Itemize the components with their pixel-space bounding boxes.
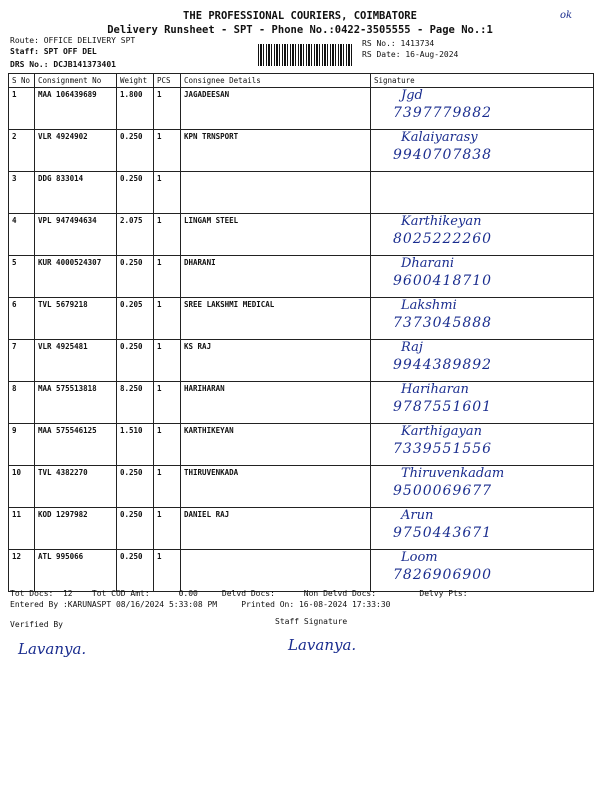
table-row (9, 256, 594, 298)
staff-label: Staff: SPT OFF DEL (10, 47, 97, 56)
consignment-cell: DDG 833014 (35, 172, 117, 214)
signature-phone: 9940707838 (393, 147, 493, 163)
verified-signature: Lavanya. (18, 640, 87, 658)
pcs-cell: 1 (154, 298, 181, 340)
sno-cell: 3 (9, 172, 35, 214)
table-row (9, 550, 594, 592)
weight-cell: 0.250 (117, 256, 154, 298)
sno-cell: 2 (9, 130, 35, 172)
weight-cell: 0.250 (117, 466, 154, 508)
consignee-cell: DANIEL RAJ (181, 508, 371, 550)
runsheet-subtitle: Delivery Runsheet - SPT - Phone No.:0422-3505555 - Page No.:1 (107, 24, 493, 36)
corner-mark: ok (560, 10, 573, 21)
signature-phone: 9500069677 (393, 483, 493, 499)
consignment-cell: VLR 4925481 (35, 340, 117, 382)
weight-cell: 0.250 (117, 508, 154, 550)
table-row (9, 172, 594, 214)
consignment-cell: ATL 995066 (35, 550, 117, 592)
rs-number: RS No.: 1413734 (362, 39, 435, 48)
sno-cell: 11 (9, 508, 35, 550)
sno-cell: 1 (9, 88, 35, 130)
consignee-cell: SREE LAKSHMI MEDICAL (181, 298, 371, 340)
signature-cell (371, 172, 594, 214)
signature-phone: 7339551556 (393, 441, 493, 457)
signature-name: Lakshmi (401, 298, 457, 313)
weight-cell: 8.250 (117, 382, 154, 424)
consignee-cell: KARTHIKEYAN (181, 424, 371, 466)
table-row (9, 130, 594, 172)
table-row (9, 382, 594, 424)
table-row (9, 424, 594, 466)
staff-signature-label: Staff Signature (275, 617, 348, 626)
consignment-cell: TVL 4382270 (35, 466, 117, 508)
consignment-cell: MAA 106439689 (35, 88, 117, 130)
signature-phone: 7826906900 (393, 567, 493, 583)
consignment-cell: KUR 4000524307 (35, 256, 117, 298)
sno-cell: 8 (9, 382, 35, 424)
col-signature: Signature (371, 74, 594, 88)
signature-phone: 7397779882 (393, 105, 493, 121)
consignee-cell: DHARANI (181, 256, 371, 298)
col-weight: Weight (117, 74, 154, 88)
weight-cell: 0.250 (117, 340, 154, 382)
signature-cell (371, 424, 594, 466)
consignment-cell: MAA 575546125 (35, 424, 117, 466)
consignment-cell: VPL 947494634 (35, 214, 117, 256)
signature-cell (371, 466, 594, 508)
table-row (9, 340, 594, 382)
footer-totals: Tot Docs: 12 Tot COD Amt: 0.00 Delvd Docs: Non Delvd Docs: Delvy Pts: (10, 589, 468, 598)
signature-cell (371, 214, 594, 256)
route-label: Route: OFFICE DELIVERY SPT (10, 36, 136, 45)
signature-cell (371, 256, 594, 298)
col-sno: S No (9, 74, 35, 88)
pcs-cell: 1 (154, 340, 181, 382)
col-consignment: Consignment No (35, 74, 117, 88)
signature-phone: 9787551601 (393, 399, 493, 415)
signature-name: Thiruvenkadam (401, 466, 505, 481)
signature-name: Dharani (401, 256, 455, 271)
drs-number: DRS No.: DCJB141373401 (10, 60, 116, 69)
signature-phone: 7373045888 (393, 315, 493, 331)
company-title: THE PROFESSIONAL COURIERS, COIMBATORE (183, 10, 417, 22)
signature-phone: 9750443671 (393, 525, 493, 541)
consignment-cell: TVL 5679218 (35, 298, 117, 340)
pcs-cell: 1 (154, 550, 181, 592)
signature-phone: 9600418710 (393, 273, 493, 289)
pcs-cell: 1 (154, 88, 181, 130)
pcs-cell: 1 (154, 382, 181, 424)
consignment-cell: KOD 1297982 (35, 508, 117, 550)
signature-phone: 9944389892 (393, 357, 493, 373)
sno-cell: 12 (9, 550, 35, 592)
consignment-cell: VLR 4924902 (35, 130, 117, 172)
sno-cell: 10 (9, 466, 35, 508)
table-row (9, 466, 594, 508)
col-consignee: Consignee Details (181, 74, 371, 88)
signature-name: Karthikeyan (401, 214, 482, 229)
signature-cell (371, 340, 594, 382)
weight-cell: 2.075 (117, 214, 154, 256)
consignee-cell (181, 172, 371, 214)
staff-signature: Lavanya. (288, 636, 357, 654)
pcs-cell: 1 (154, 256, 181, 298)
sno-cell: 6 (9, 298, 35, 340)
pcs-cell: 1 (154, 172, 181, 214)
weight-cell: 0.250 (117, 130, 154, 172)
runsheet-table (8, 73, 594, 592)
signature-cell (371, 382, 594, 424)
sno-cell: 7 (9, 340, 35, 382)
signature-cell (371, 298, 594, 340)
signature-name: Karthigayan (401, 424, 482, 439)
weight-cell: 0.250 (117, 550, 154, 592)
consignee-cell: KS RAJ (181, 340, 371, 382)
consignment-cell: MAA 575513818 (35, 382, 117, 424)
sno-cell: 5 (9, 256, 35, 298)
consignee-cell (181, 550, 371, 592)
signature-cell (371, 130, 594, 172)
pcs-cell: 1 (154, 466, 181, 508)
verified-by-label: Verified By (10, 620, 63, 629)
pcs-cell: 1 (154, 508, 181, 550)
table-row (9, 508, 594, 550)
table-row (9, 214, 594, 256)
table-row (9, 88, 594, 130)
signature-name: Raj (401, 340, 423, 355)
signature-cell (371, 508, 594, 550)
signature-name: Arun (401, 508, 434, 523)
signature-cell (371, 88, 594, 130)
signature-name: Kalaiyarasy (401, 130, 478, 145)
consignee-cell: HARIHARAN (181, 382, 371, 424)
signature-cell (371, 550, 594, 592)
sno-cell: 4 (9, 214, 35, 256)
consignee-cell: THIRUVENKADA (181, 466, 371, 508)
weight-cell: 0.250 (117, 172, 154, 214)
barcode (258, 44, 353, 66)
weight-cell: 1.800 (117, 88, 154, 130)
footer-entered: Entered By :KARUNASPT 08/16/2024 5:33:08 PM Printed On: 16-08-2024 17:33:30 (10, 600, 391, 609)
sno-cell: 9 (9, 424, 35, 466)
table-header-row (9, 74, 594, 88)
signature-name: Loom (401, 550, 438, 565)
consignee-cell: LINGAM STEEL (181, 214, 371, 256)
consignee-cell: KPN TRNSPORT (181, 130, 371, 172)
consignee-cell: JAGADEESAN (181, 88, 371, 130)
table-row (9, 298, 594, 340)
weight-cell: 1.510 (117, 424, 154, 466)
pcs-cell: 1 (154, 214, 181, 256)
col-pcs: PCS (154, 74, 181, 88)
pcs-cell: 1 (154, 130, 181, 172)
pcs-cell: 1 (154, 424, 181, 466)
signature-name: Jgd (401, 88, 423, 103)
weight-cell: 0.205 (117, 298, 154, 340)
signature-name: Hariharan (401, 382, 469, 397)
signature-phone: 8025222260 (393, 231, 493, 247)
rs-date: RS Date: 16-Aug-2024 (362, 50, 459, 59)
